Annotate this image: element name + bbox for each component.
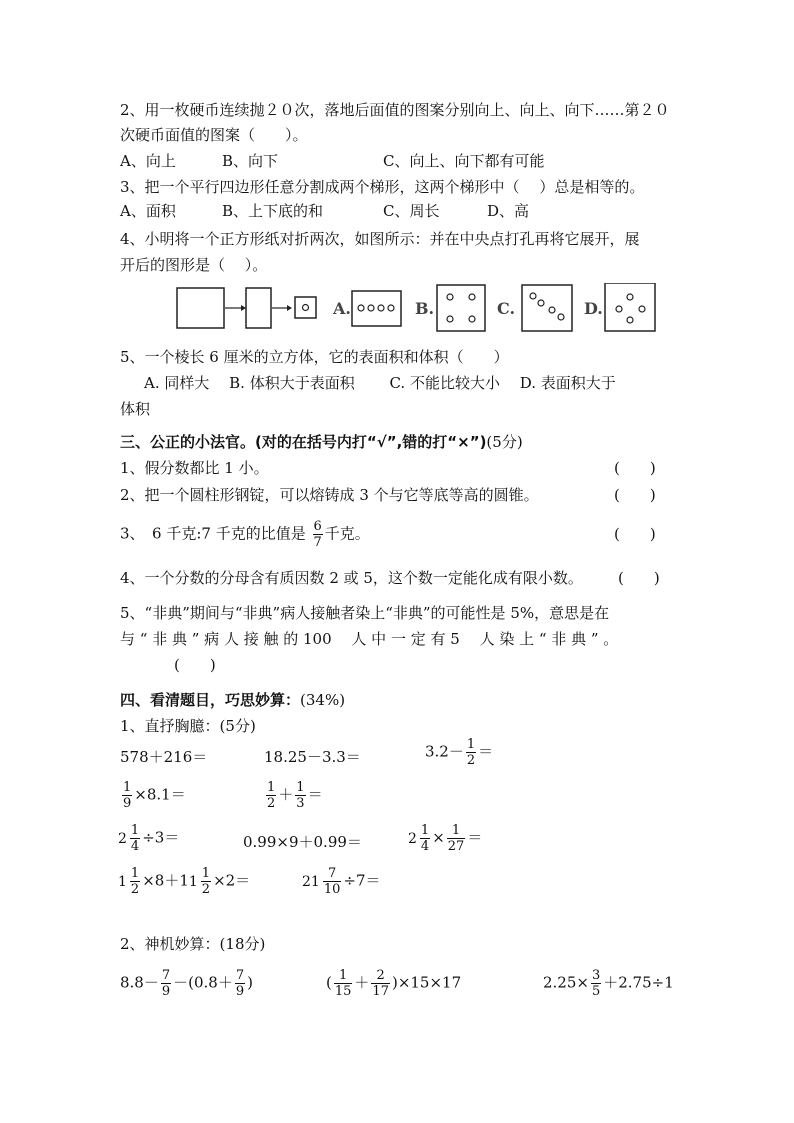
q4-stem-line2: 开后的图形是（ ）。	[120, 256, 268, 274]
q2-stem-line2: 次硬币面值的图案（ ）。	[120, 126, 308, 144]
square-paper	[177, 288, 224, 328]
section3-score: (5分)	[486, 433, 523, 451]
folded-once	[246, 288, 271, 328]
option-c-label: C.	[497, 299, 516, 318]
part1-title: 1、直抒胸臆：(5分)	[120, 717, 256, 735]
section4-heading	[120, 690, 345, 710]
section4-score: (34%)	[300, 691, 346, 709]
s3-item3-answer-paren[interactable]: ( )	[614, 525, 656, 543]
q2-option-b: B、向下	[222, 152, 279, 170]
calc-1c: 3.2－ $\frac{1}{2}$ ＝	[425, 737, 494, 768]
q2-option-c: C、向上、向下都有可能	[383, 152, 545, 170]
fraction: $\frac{6}{7}$	[313, 519, 322, 550]
calc-2a: $\frac{1}{9}$ ×8.1＝	[123, 780, 186, 811]
calc-4a: 1 $\frac{1}{2}$ ×8＋1 1 $\frac{1}{2}$ ×2＝	[118, 866, 251, 897]
calc-p2a: 8.8－ $\frac{7}{9}$ －(0.8＋ $\frac{7}{9}$ )	[120, 968, 253, 999]
s3-item3-text: 3、 6 千克:7 千克的比值是	[120, 524, 306, 543]
s3-item4-answer-paren[interactable]: ( )	[618, 569, 660, 587]
q3-stem: 3、把一个平行四边形任意分割成两个梯形，这两个梯形中（ ）总是相等的。	[120, 178, 645, 196]
calc-3b: 0.99×9＋0.99＝	[243, 833, 362, 851]
s3-item5-answer-paren[interactable]: ( )	[174, 656, 216, 674]
calc-1a: 578＋216＝	[120, 748, 208, 766]
q2-stem-line1: 2、用一枚硬币连续抛２０次，落地后面值的图案分别向上、向上、向下……第２０	[120, 101, 670, 119]
s3-item5-line1: 5、“非典”期间与“非典”病人接触者染上“非典”的可能性是 5%，意思是在	[120, 604, 610, 622]
punch-hole-icon	[303, 305, 309, 311]
q3-option-a: A、面积	[120, 202, 176, 220]
option-d-label: D.	[584, 299, 603, 318]
folded-twice	[295, 297, 316, 318]
s3-item4: 4、一个分数的分母含有质因数 2 或 5，这个数一定能化成有限小数。	[120, 569, 583, 587]
section4-title: 四、看清题目，巧思妙算：	[120, 691, 301, 709]
s3-item3-unit: 千克。	[324, 524, 370, 543]
calc-p2b: ( $\frac{1}{15}$ ＋ $\frac{2}{17}$ )×15×17	[326, 968, 462, 999]
section3-heading	[120, 432, 523, 452]
s3-item2: 2、把一个圆柱形钢锭，可以熔铸成 3 个与它等底等高的圆锥。	[120, 486, 539, 504]
part2-title: 2、神机妙算：(18分)	[120, 935, 266, 953]
s3-item5-line2: 与 “ 非 典 ” 病 人 接 触 的 100 人 中 一 定 有 5 人 染 上 “ 非 典 ” 。	[120, 630, 619, 648]
q4-folding-figure	[175, 283, 665, 333]
s3-item2-answer-paren[interactable]: ( )	[614, 486, 656, 504]
s3-item1: 1、假分数都比 1 小。	[120, 459, 269, 477]
calc-3c: 2 $\frac{1}{4}$ × $\frac{1}{27}$ ＝	[408, 823, 483, 854]
q4-stem-line1: 4、小明将一个正方形纸对折两次，如图所示：并在中央点打孔再将它展开，展	[120, 230, 640, 248]
s3-item3	[120, 519, 370, 550]
q5-options-wrap: 体积	[120, 400, 151, 418]
q3-option-b: B、上下底的和	[222, 202, 324, 220]
option-b-label: B.	[415, 299, 435, 318]
q2-option-a: A、向上	[120, 152, 176, 170]
calc-2b: $\frac{1}{2}$ ＋ $\frac{1}{3}$ ＝	[267, 780, 323, 811]
s3-item1-answer-paren[interactable]: ( )	[614, 459, 656, 477]
q5-options: A. 同样大 B. 体积大于表面积 C. 不能比较大小 D. 表面积大于	[144, 374, 616, 392]
calc-p2c: 2.25× $\frac{3}{5}$ ＋2.75÷1	[543, 968, 674, 999]
calc-3a: 2 $\frac{1}{4}$ ÷3＝	[118, 823, 180, 854]
section3-title: 三、公正的小法官。(对的在括号内打“√”,错的打“×”)	[120, 433, 487, 451]
calc-4b: 21 $\frac{7}{10}$ ÷7＝	[302, 866, 381, 897]
q3-option-d: D、高	[487, 202, 530, 220]
q5-stem: 5、一个棱长 6 厘米的立方体，它的表面积和体积（ ）	[120, 348, 509, 366]
q3-option-c: C、周长	[383, 202, 440, 220]
option-a-label: A.	[333, 299, 351, 318]
arrow-icon	[287, 305, 292, 311]
calc-1b: 18.25－3.3＝	[264, 748, 361, 766]
